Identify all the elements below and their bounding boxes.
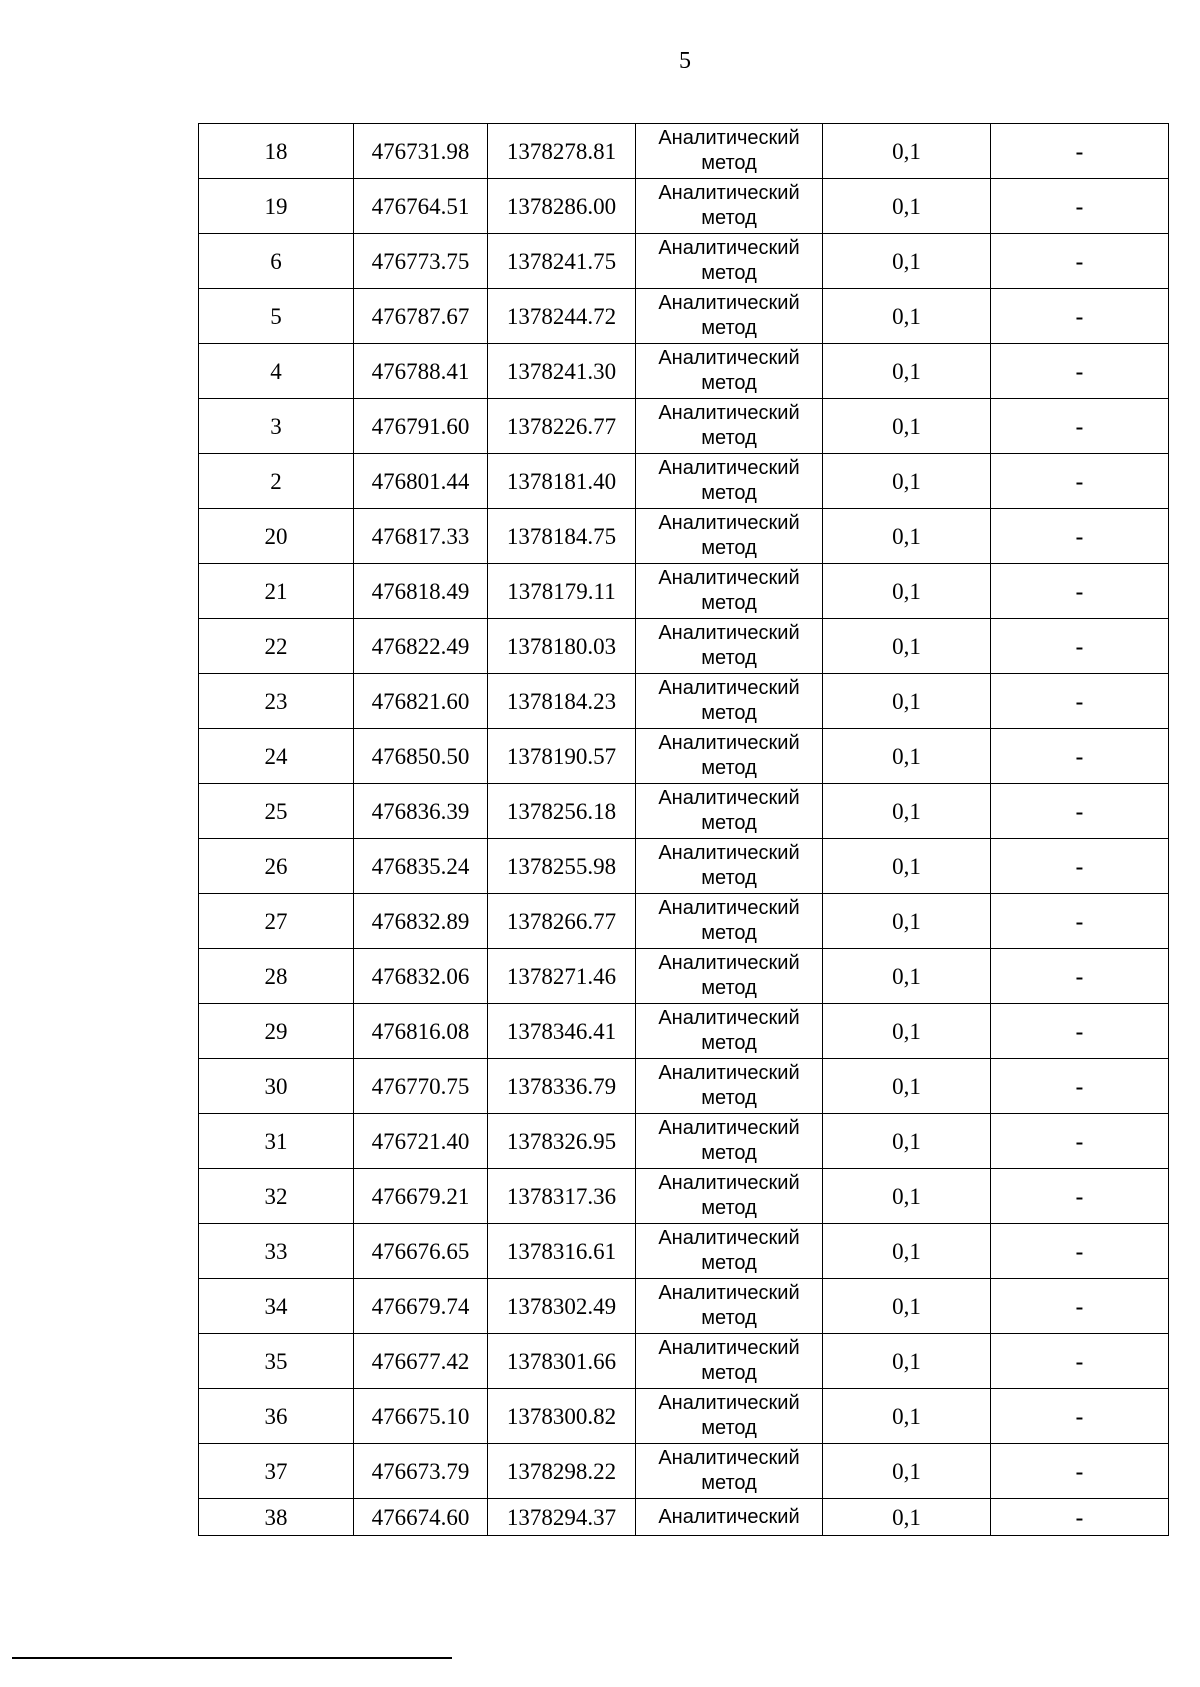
table-row xyxy=(199,1389,1169,1444)
y-coordinate-cell: 1378179.11 xyxy=(488,564,636,619)
x-coordinate-cell: 476731.98 xyxy=(354,124,488,179)
method-line-1: Аналитический xyxy=(658,622,800,644)
accuracy-cell: 0,1 xyxy=(823,1224,991,1279)
x-coordinate-cell: 476764.51 xyxy=(354,179,488,234)
accuracy-cell: 0,1 xyxy=(823,344,991,399)
method-line-2: метод xyxy=(701,1197,757,1219)
point-number-cell: 24 xyxy=(199,729,354,784)
table-row xyxy=(199,1059,1169,1114)
table-row xyxy=(199,619,1169,674)
x-coordinate-cell: 476832.06 xyxy=(354,949,488,1004)
method-cell xyxy=(636,1499,823,1536)
method-cell xyxy=(636,1279,823,1334)
table-row xyxy=(199,894,1169,949)
table-row xyxy=(199,839,1169,894)
method-line-2: метод xyxy=(701,262,757,284)
accuracy-cell: 0,1 xyxy=(823,289,991,344)
x-coordinate-cell: 476721.40 xyxy=(354,1114,488,1169)
note-cell: - xyxy=(991,509,1169,564)
note-cell: - xyxy=(991,619,1169,674)
method-line-2: метод xyxy=(701,1417,757,1439)
method-line-1: Аналитический xyxy=(658,237,800,259)
method-cell xyxy=(636,729,823,784)
x-coordinate-cell: 476818.49 xyxy=(354,564,488,619)
method-line-1: Аналитический xyxy=(658,787,800,809)
note-cell: - xyxy=(991,784,1169,839)
point-number-cell: 28 xyxy=(199,949,354,1004)
note-cell: - xyxy=(991,234,1169,289)
y-coordinate-cell: 1378181.40 xyxy=(488,454,636,509)
method-line-2: метод xyxy=(701,1032,757,1054)
x-coordinate-cell: 476816.08 xyxy=(354,1004,488,1059)
accuracy-cell: 0,1 xyxy=(823,1279,991,1334)
x-coordinate-cell: 476673.79 xyxy=(354,1444,488,1499)
method-line-2: метод xyxy=(701,482,757,504)
x-coordinate-cell: 476674.60 xyxy=(354,1499,488,1536)
point-number-cell: 36 xyxy=(199,1389,354,1444)
table-body xyxy=(199,124,1169,1536)
x-coordinate-cell: 476675.10 xyxy=(354,1389,488,1444)
y-coordinate-cell: 1378286.00 xyxy=(488,179,636,234)
method-cell xyxy=(636,1169,823,1224)
y-coordinate-cell: 1378326.95 xyxy=(488,1114,636,1169)
table-row xyxy=(199,1224,1169,1279)
table-row xyxy=(199,344,1169,399)
note-cell: - xyxy=(991,1114,1169,1169)
method-cell xyxy=(636,1004,823,1059)
x-coordinate-cell: 476817.33 xyxy=(354,509,488,564)
point-number-cell: 33 xyxy=(199,1224,354,1279)
accuracy-cell: 0,1 xyxy=(823,784,991,839)
table-row xyxy=(199,729,1169,784)
note-cell: - xyxy=(991,399,1169,454)
method-cell xyxy=(636,124,823,179)
table-row xyxy=(199,1114,1169,1169)
method-cell xyxy=(636,564,823,619)
table-row xyxy=(199,1004,1169,1059)
note-cell: - xyxy=(991,289,1169,344)
method-cell xyxy=(636,1444,823,1499)
point-number-cell: 21 xyxy=(199,564,354,619)
accuracy-cell: 0,1 xyxy=(823,399,991,454)
method-line-2: метод xyxy=(701,1087,757,1109)
accuracy-cell: 0,1 xyxy=(823,1444,991,1499)
method-line-1: Аналитический xyxy=(658,347,800,369)
method-line-1: Аналитический xyxy=(658,952,800,974)
point-number-cell: 32 xyxy=(199,1169,354,1224)
method-line-2: метод xyxy=(701,207,757,229)
method-cell xyxy=(636,1114,823,1169)
point-number-cell: 27 xyxy=(199,894,354,949)
table-row xyxy=(199,1444,1169,1499)
x-coordinate-cell: 476679.21 xyxy=(354,1169,488,1224)
y-coordinate-cell: 1378244.72 xyxy=(488,289,636,344)
y-coordinate-cell: 1378317.36 xyxy=(488,1169,636,1224)
note-cell: - xyxy=(991,894,1169,949)
method-cell xyxy=(636,234,823,289)
note-cell: - xyxy=(991,124,1169,179)
note-cell: - xyxy=(991,949,1169,1004)
table-row xyxy=(199,1499,1169,1536)
method-line-1: Аналитический xyxy=(658,457,800,479)
accuracy-cell: 0,1 xyxy=(823,1334,991,1389)
method-cell xyxy=(636,1389,823,1444)
y-coordinate-cell: 1378316.61 xyxy=(488,1224,636,1279)
method-cell xyxy=(636,839,823,894)
method-line-1: Аналитический xyxy=(658,1227,800,1249)
note-cell: - xyxy=(991,1334,1169,1389)
y-coordinate-cell: 1378294.37 xyxy=(488,1499,636,1536)
method-line-1: Аналитический xyxy=(658,1505,800,1528)
note-cell: - xyxy=(991,1224,1169,1279)
method-line-2: метод xyxy=(701,647,757,669)
point-number-cell: 6 xyxy=(199,234,354,289)
method-line-2: метод xyxy=(701,812,757,834)
table-row xyxy=(199,1169,1169,1224)
accuracy-cell: 0,1 xyxy=(823,124,991,179)
method-line-1: Аналитический xyxy=(658,1007,800,1029)
page-number: 5 xyxy=(679,48,691,74)
y-coordinate-cell: 1378184.75 xyxy=(488,509,636,564)
accuracy-cell: 0,1 xyxy=(823,564,991,619)
note-cell: - xyxy=(991,1499,1169,1536)
coordinates-table xyxy=(198,123,1169,1536)
method-cell xyxy=(636,454,823,509)
method-line-1: Аналитический xyxy=(658,127,800,149)
accuracy-cell: 0,1 xyxy=(823,674,991,729)
method-line-2: метод xyxy=(701,592,757,614)
table-row xyxy=(199,949,1169,1004)
y-coordinate-cell: 1378300.82 xyxy=(488,1389,636,1444)
accuracy-cell: 0,1 xyxy=(823,1004,991,1059)
note-cell: - xyxy=(991,564,1169,619)
y-coordinate-cell: 1378241.30 xyxy=(488,344,636,399)
method-line-2: метод xyxy=(701,152,757,174)
method-line-1: Аналитический xyxy=(658,1062,800,1084)
method-line-2: метод xyxy=(701,1362,757,1384)
x-coordinate-cell: 476822.49 xyxy=(354,619,488,674)
point-number-cell: 19 xyxy=(199,179,354,234)
note-cell: - xyxy=(991,179,1169,234)
point-number-cell: 5 xyxy=(199,289,354,344)
method-line-2: метод xyxy=(701,867,757,889)
point-number-cell: 2 xyxy=(199,454,354,509)
method-line-1: Аналитический xyxy=(658,677,800,699)
note-cell: - xyxy=(991,1169,1169,1224)
x-coordinate-cell: 476676.65 xyxy=(354,1224,488,1279)
method-cell xyxy=(636,949,823,1004)
method-cell xyxy=(636,619,823,674)
method-line-1: Аналитический xyxy=(658,512,800,534)
accuracy-cell: 0,1 xyxy=(823,619,991,674)
point-number-cell: 37 xyxy=(199,1444,354,1499)
table-row xyxy=(199,674,1169,729)
method-line-1: Аналитический xyxy=(658,1117,800,1139)
footnote-separator xyxy=(12,1657,452,1659)
method-cell xyxy=(636,784,823,839)
point-number-cell: 35 xyxy=(199,1334,354,1389)
x-coordinate-cell: 476836.39 xyxy=(354,784,488,839)
method-line-2: метод xyxy=(701,427,757,449)
method-line-2: метод xyxy=(701,702,757,724)
y-coordinate-cell: 1378336.79 xyxy=(488,1059,636,1114)
method-line-1: Аналитический xyxy=(658,842,800,864)
method-line-2: метод xyxy=(701,922,757,944)
note-cell: - xyxy=(991,1279,1169,1334)
table-row xyxy=(199,454,1169,509)
point-number-cell: 30 xyxy=(199,1059,354,1114)
method-cell xyxy=(636,1224,823,1279)
point-number-cell: 20 xyxy=(199,509,354,564)
x-coordinate-cell: 476835.24 xyxy=(354,839,488,894)
method-cell xyxy=(636,509,823,564)
y-coordinate-cell: 1378346.41 xyxy=(488,1004,636,1059)
x-coordinate-cell: 476773.75 xyxy=(354,234,488,289)
y-coordinate-cell: 1378255.98 xyxy=(488,839,636,894)
method-line-2: метод xyxy=(701,1472,757,1494)
accuracy-cell: 0,1 xyxy=(823,1499,991,1536)
table-row xyxy=(199,234,1169,289)
point-number-cell: 22 xyxy=(199,619,354,674)
table-row xyxy=(199,784,1169,839)
method-line-1: Аналитический xyxy=(658,182,800,204)
method-line-2: метод xyxy=(701,1142,757,1164)
accuracy-cell: 0,1 xyxy=(823,1389,991,1444)
method-cell xyxy=(636,179,823,234)
x-coordinate-cell: 476788.41 xyxy=(354,344,488,399)
x-coordinate-cell: 476677.42 xyxy=(354,1334,488,1389)
y-coordinate-cell: 1378278.81 xyxy=(488,124,636,179)
method-line-2: метод xyxy=(701,372,757,394)
method-cell xyxy=(636,674,823,729)
accuracy-cell: 0,1 xyxy=(823,509,991,564)
y-coordinate-cell: 1378241.75 xyxy=(488,234,636,289)
method-line-1: Аналитический xyxy=(658,292,800,314)
method-cell xyxy=(636,289,823,344)
note-cell: - xyxy=(991,344,1169,399)
table-row xyxy=(199,509,1169,564)
method-line-1: Аналитический xyxy=(658,732,800,754)
accuracy-cell: 0,1 xyxy=(823,894,991,949)
point-number-cell: 4 xyxy=(199,344,354,399)
note-cell: - xyxy=(991,674,1169,729)
y-coordinate-cell: 1378190.57 xyxy=(488,729,636,784)
method-line-1: Аналитический xyxy=(658,567,800,589)
method-line-1: Аналитический xyxy=(658,1447,800,1469)
x-coordinate-cell: 476832.89 xyxy=(354,894,488,949)
accuracy-cell: 0,1 xyxy=(823,1114,991,1169)
accuracy-cell: 0,1 xyxy=(823,234,991,289)
method-line-1: Аналитический xyxy=(658,402,800,424)
point-number-cell: 34 xyxy=(199,1279,354,1334)
x-coordinate-cell: 476850.50 xyxy=(354,729,488,784)
x-coordinate-cell: 476821.60 xyxy=(354,674,488,729)
method-line-2: метод xyxy=(701,977,757,999)
table-row xyxy=(199,564,1169,619)
method-line-1: Аналитический xyxy=(658,1282,800,1304)
y-coordinate-cell: 1378256.18 xyxy=(488,784,636,839)
method-cell xyxy=(636,1334,823,1389)
point-number-cell: 23 xyxy=(199,674,354,729)
point-number-cell: 29 xyxy=(199,1004,354,1059)
accuracy-cell: 0,1 xyxy=(823,1059,991,1114)
table-row xyxy=(199,399,1169,454)
method-line-1: Аналитический xyxy=(658,1337,800,1359)
point-number-cell: 3 xyxy=(199,399,354,454)
table-row xyxy=(199,1334,1169,1389)
note-cell: - xyxy=(991,729,1169,784)
method-cell xyxy=(636,894,823,949)
table-row xyxy=(199,1279,1169,1334)
table-row xyxy=(199,179,1169,234)
note-cell: - xyxy=(991,1004,1169,1059)
method-cell xyxy=(636,399,823,454)
y-coordinate-cell: 1378226.77 xyxy=(488,399,636,454)
point-number-cell: 25 xyxy=(199,784,354,839)
note-cell: - xyxy=(991,1389,1169,1444)
note-cell: - xyxy=(991,839,1169,894)
method-line-2: метод xyxy=(701,1252,757,1274)
note-cell: - xyxy=(991,1444,1169,1499)
accuracy-cell: 0,1 xyxy=(823,179,991,234)
y-coordinate-cell: 1378298.22 xyxy=(488,1444,636,1499)
accuracy-cell: 0,1 xyxy=(823,839,991,894)
y-coordinate-cell: 1378301.66 xyxy=(488,1334,636,1389)
accuracy-cell: 0,1 xyxy=(823,729,991,784)
accuracy-cell: 0,1 xyxy=(823,454,991,509)
x-coordinate-cell: 476787.67 xyxy=(354,289,488,344)
x-coordinate-cell: 476679.74 xyxy=(354,1279,488,1334)
point-number-cell: 26 xyxy=(199,839,354,894)
y-coordinate-cell: 1378184.23 xyxy=(488,674,636,729)
y-coordinate-cell: 1378271.46 xyxy=(488,949,636,1004)
y-coordinate-cell: 1378180.03 xyxy=(488,619,636,674)
method-cell xyxy=(636,344,823,399)
point-number-cell: 31 xyxy=(199,1114,354,1169)
accuracy-cell: 0,1 xyxy=(823,1169,991,1224)
note-cell: - xyxy=(991,1059,1169,1114)
table-row xyxy=(199,289,1169,344)
note-cell: - xyxy=(991,454,1169,509)
x-coordinate-cell: 476770.75 xyxy=(354,1059,488,1114)
method-line-2: метод xyxy=(701,757,757,779)
method-line-1: Аналитический xyxy=(658,897,800,919)
x-coordinate-cell: 476791.60 xyxy=(354,399,488,454)
table-row xyxy=(199,124,1169,179)
x-coordinate-cell: 476801.44 xyxy=(354,454,488,509)
method-line-1: Аналитический xyxy=(658,1172,800,1194)
method-line-2: метод xyxy=(701,1307,757,1329)
method-line-1: Аналитический xyxy=(658,1392,800,1414)
method-line-2: метод xyxy=(701,317,757,339)
method-cell xyxy=(636,1059,823,1114)
point-number-cell: 38 xyxy=(199,1499,354,1536)
point-number-cell: 18 xyxy=(199,124,354,179)
method-line-2: метод xyxy=(701,537,757,559)
accuracy-cell: 0,1 xyxy=(823,949,991,1004)
y-coordinate-cell: 1378266.77 xyxy=(488,894,636,949)
y-coordinate-cell: 1378302.49 xyxy=(488,1279,636,1334)
